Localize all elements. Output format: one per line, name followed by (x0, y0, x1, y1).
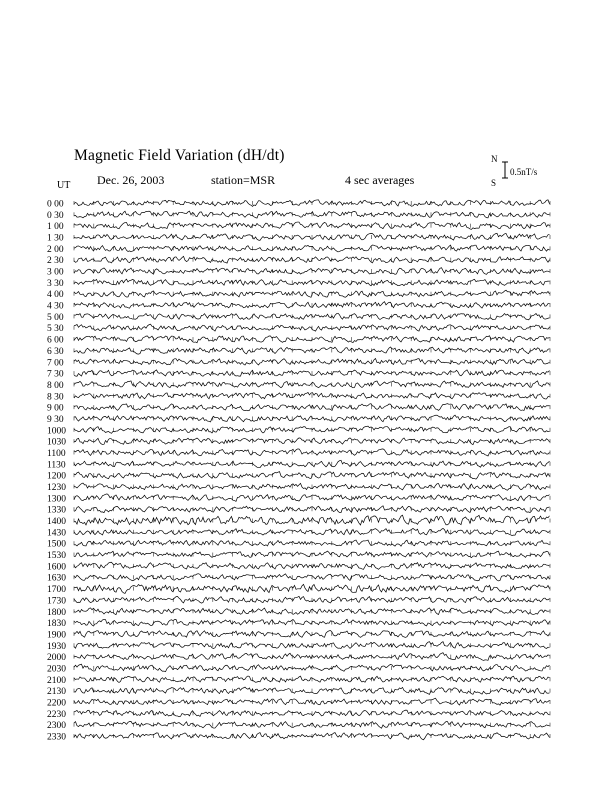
trace-row (47, 721, 550, 731)
trace-row (47, 664, 550, 674)
trace-row (47, 211, 550, 221)
trace-row (47, 438, 550, 448)
scale-south-label: S (491, 178, 497, 188)
row-time-label: 0 00 (47, 199, 64, 210)
row-time-label: 4 00 (47, 290, 64, 301)
row-time-label: 1830 (47, 619, 66, 630)
row-time-label: 7 30 (47, 369, 64, 380)
scale-value-label: 0.5nT/s (510, 167, 538, 177)
row-time-label: 1500 (47, 539, 66, 550)
row-time-label: 6 00 (47, 335, 64, 346)
trace-row (47, 506, 550, 516)
trace-row (47, 574, 550, 584)
row-time-label: 1700 (47, 585, 66, 596)
trace-row (47, 449, 550, 459)
trace-row (47, 392, 550, 402)
row-time-label: 1030 (47, 437, 66, 448)
row-time-label: 8 30 (47, 392, 64, 403)
row-time-label: 7 00 (47, 358, 64, 369)
row-time-label: 3 30 (47, 278, 64, 289)
trace-row (47, 562, 550, 572)
trace-row (47, 302, 550, 312)
row-time-label: 1930 (47, 641, 66, 652)
row-time-label: 1330 (47, 505, 66, 516)
trace-row (47, 528, 550, 538)
row-time-label: 2000 (47, 653, 66, 664)
row-time-label: 1 30 (47, 233, 64, 244)
row-time-label: 0 30 (47, 210, 64, 221)
trace-row (47, 279, 550, 289)
trace-row (47, 404, 550, 414)
row-time-label: 2 00 (47, 244, 64, 255)
dhdt-trace (74, 528, 550, 535)
trace-row (47, 358, 550, 368)
trace-row (47, 710, 550, 720)
row-time-label: 5 00 (47, 312, 64, 323)
trace-row (47, 551, 550, 561)
trace-row (47, 584, 550, 595)
trace-row (47, 619, 550, 629)
trace-row (47, 347, 550, 357)
trace-row (47, 483, 550, 493)
dhdt-trace (74, 256, 550, 263)
chart-title: Magnetic Field Variation (dH/dt) (74, 147, 285, 164)
trace-row (47, 233, 550, 243)
row-time-label: 1000 (47, 426, 66, 437)
trace-row (47, 245, 550, 255)
row-time-label: 1800 (47, 607, 66, 618)
trace-row (47, 336, 550, 346)
row-time-label: 2 30 (47, 256, 64, 267)
row-time-label: 1100 (47, 448, 66, 459)
trace-row (47, 200, 550, 210)
row-time-label: 3 00 (47, 267, 64, 278)
trace-row (47, 426, 550, 436)
row-time-label: 1130 (47, 460, 66, 471)
row-time-label: 1600 (47, 562, 66, 573)
trace-row (47, 324, 550, 334)
trace-row (47, 687, 550, 697)
row-time-label: 2230 (47, 709, 66, 720)
row-time-label: 1400 (47, 517, 66, 528)
dhdt-trace (74, 619, 550, 626)
trace-row (47, 313, 550, 323)
trace-row (47, 370, 550, 380)
row-time-label: 1430 (47, 528, 66, 539)
trace-row (47, 515, 550, 527)
row-time-label: 2130 (47, 687, 66, 698)
row-time-label: 1200 (47, 471, 66, 482)
row-time-label: 1530 (47, 551, 66, 562)
trace-row (47, 460, 550, 470)
trace-row (47, 630, 550, 640)
row-time-label: 6 30 (47, 346, 64, 357)
row-time-label: 2200 (47, 698, 66, 709)
row-time-label: 2300 (47, 721, 66, 732)
trace-row (47, 381, 550, 391)
row-time-label: 1 00 (47, 222, 64, 233)
dhdt-trace (74, 438, 550, 445)
dhdt-trace (74, 359, 550, 366)
dhdt-trace (74, 698, 550, 705)
trace-row (47, 698, 550, 708)
station-label: station=MSR (211, 173, 276, 187)
row-time-label: 5 30 (47, 324, 64, 335)
trace-row (47, 540, 550, 550)
dhdt-trace (74, 279, 550, 286)
trace-row (47, 733, 550, 743)
scale-bar (502, 162, 508, 178)
row-time-label: 2030 (47, 664, 66, 675)
row-time-label: 2100 (47, 675, 66, 686)
row-time-label: 9 30 (47, 414, 64, 425)
row-time-label: 9 00 (47, 403, 64, 414)
trace-row (47, 472, 550, 482)
trace-row (47, 653, 550, 663)
row-time-label: 1230 (47, 483, 66, 494)
trace-row (47, 268, 550, 278)
trace-row (47, 676, 550, 686)
row-time-label: 2330 (47, 732, 66, 743)
dhdt-trace (74, 404, 550, 411)
trace-row (47, 415, 550, 425)
ut-axis-label: UT (57, 180, 71, 191)
row-time-label: 1300 (47, 494, 66, 505)
chart-date: Dec. 26, 2003 (97, 173, 165, 187)
trace-row (47, 290, 550, 300)
row-time-label: 8 00 (47, 380, 64, 391)
trace-row (47, 256, 550, 266)
trace-row (47, 608, 550, 618)
row-time-label: 1900 (47, 630, 66, 641)
row-time-label: 1630 (47, 573, 66, 584)
trace-row (47, 494, 550, 504)
trace-row (47, 642, 550, 652)
scale-north-label: N (491, 154, 498, 164)
averaging-label: 4 sec averages (345, 173, 415, 187)
trace-row (47, 596, 550, 606)
row-time-label: 4 30 (47, 301, 64, 312)
row-time-label: 1730 (47, 596, 66, 607)
dhdt-trace (74, 653, 550, 661)
trace-row (47, 222, 550, 232)
